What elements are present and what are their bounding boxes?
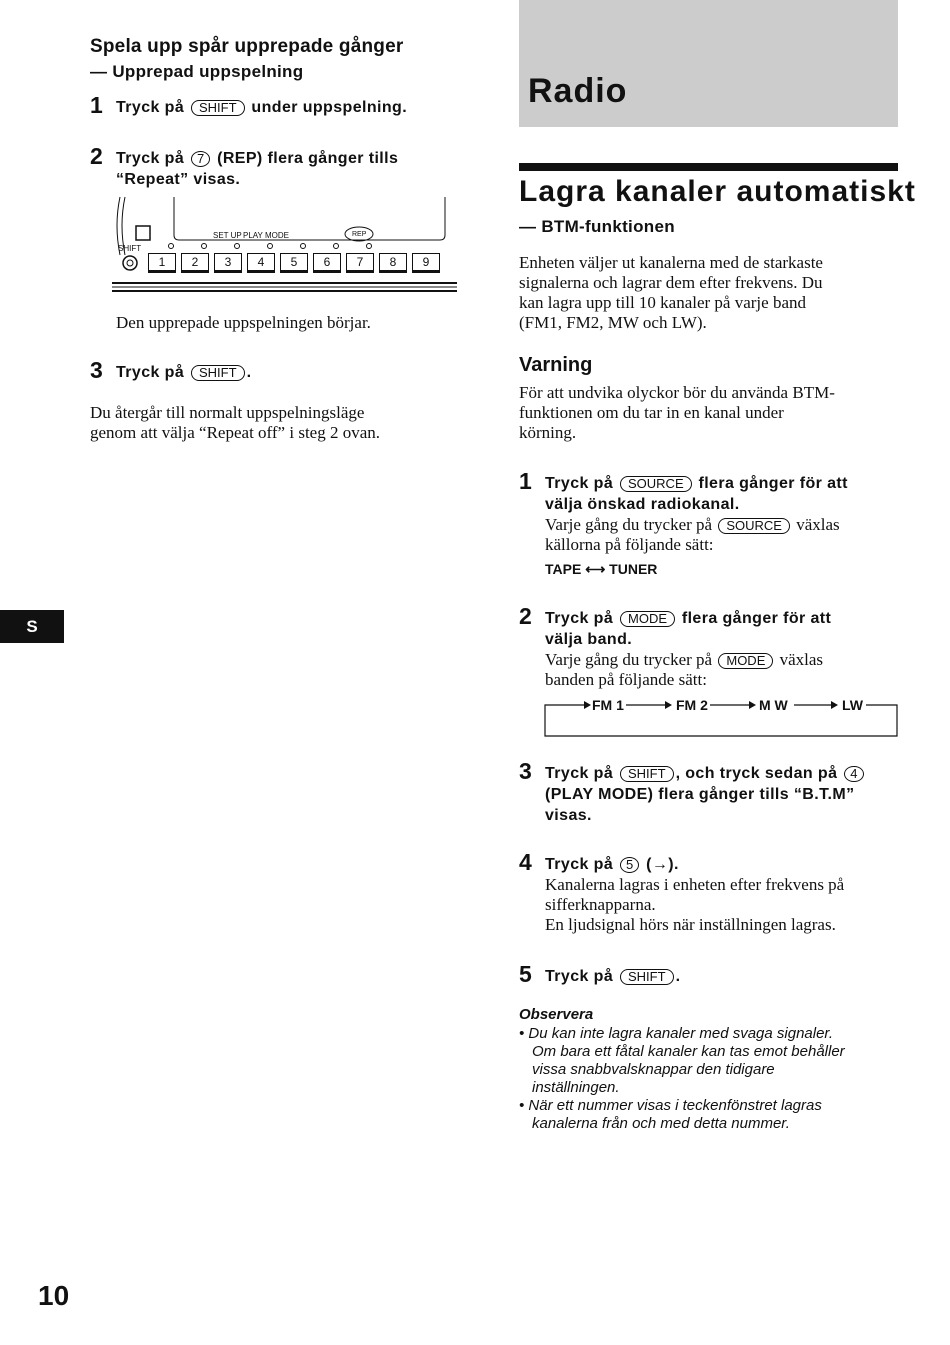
indicator-dot [168, 243, 174, 249]
step-number: 5 [519, 961, 532, 987]
step-desc: växlas [779, 650, 824, 669]
indicator-dot [234, 243, 240, 249]
main-title: Lagra kanaler automatiskt [519, 175, 916, 208]
step-number: 2 [90, 143, 103, 169]
key-4: 4 [844, 766, 863, 782]
step-desc: Kanalerna lagras i enheten efter frekvens på [545, 875, 845, 894]
shift-key: SHIFT [620, 766, 674, 782]
intro-line: kan lagra upp till 10 kanaler på varje band [519, 293, 806, 312]
return-text [90, 403, 380, 443]
step-text: under uppspelning. [251, 99, 408, 116]
section-banner [519, 0, 898, 127]
number-key-6: 6 [313, 253, 341, 273]
step-number: 3 [519, 758, 532, 784]
step-2-text [116, 148, 398, 190]
number-key-1: 1 [148, 253, 176, 273]
step-number: 1 [90, 92, 103, 118]
warning-line: funktionen om du tar in en kanal under [519, 403, 784, 422]
step-text: Tryck på [116, 364, 185, 381]
step-text: (PLAY MODE) flera gånger tills “B.T.M” [545, 786, 855, 803]
main-subtitle: — BTM-funktionen [519, 217, 675, 236]
step-text: flera gånger för att [681, 610, 832, 627]
step-text: flera gånger för att [698, 475, 848, 492]
indicator-dot [267, 243, 273, 249]
return-text-line: genom att välja “Repeat off” i steg 2 ovan. [90, 423, 381, 442]
number-key-8: 8 [379, 253, 407, 273]
note-line: inställningen. [532, 1079, 620, 1096]
step-desc: sifferknapparna. [545, 895, 656, 914]
device-illustration [112, 195, 457, 295]
band-fm1: FM 1 [592, 697, 624, 713]
step-3-text [116, 362, 251, 383]
step-number: 3 [90, 357, 103, 383]
intro-line: Enheten väljer ut kanalerna med de starkaste [519, 253, 823, 272]
result-text: Den upprepade uppspelningen börjar. [116, 313, 371, 332]
setup-label: SET UP [213, 231, 242, 240]
step-text: (→). [646, 856, 679, 873]
step-desc: En ljudsignal hörs när inställningen lagras. [545, 915, 836, 934]
sequence-item: TUNER [609, 561, 658, 577]
warning-line: körning. [519, 423, 577, 442]
intro-line: (FM1, FM2, MW och LW). [519, 313, 707, 332]
btm-step-5 [545, 966, 680, 987]
btm-step-2 [545, 608, 898, 690]
step-text: Tryck på [545, 610, 614, 627]
step-text: (REP) flera gånger tills [217, 150, 399, 167]
mode-key: MODE [620, 611, 675, 627]
sequence-item: TAPE [545, 561, 582, 577]
step-text: visas. [545, 807, 592, 824]
step-1-text [116, 97, 407, 118]
step-number: 4 [519, 849, 532, 875]
step-text: “Repeat” visas. [116, 171, 241, 188]
step-desc: Varje gång du trycker på [545, 650, 713, 669]
page-number: 10 [38, 1280, 70, 1311]
indicator-dot [201, 243, 207, 249]
section-title: Spela upp spår upprepade gånger [90, 36, 404, 57]
step-text: Tryck på [545, 475, 614, 492]
warning-title: Varning [519, 354, 593, 376]
band-lw: LW [842, 697, 863, 713]
number-key-2: 2 [181, 253, 209, 273]
key-5: 5 [620, 857, 639, 873]
step-desc: banden på följande sätt: [545, 670, 707, 689]
btm-step-4 [545, 854, 898, 935]
indicator-dot [333, 243, 339, 249]
step-text: . [675, 968, 681, 985]
band-fm2: FM 2 [676, 697, 708, 713]
step-text: . [246, 364, 252, 381]
step-number: 1 [519, 468, 532, 494]
note-line: • Du kan inte lagra kanaler med svaga signaler. [519, 1025, 834, 1042]
playmode-label: PLAY MODE [243, 231, 289, 240]
number-key-5: 5 [280, 253, 308, 273]
step-text: Tryck på [545, 765, 614, 782]
intro-line: signalerna och lagrar dem efter frekvens. Du [519, 273, 823, 292]
step-text: välja önskad radiokanal. [545, 496, 740, 513]
step-text: Tryck på [545, 856, 614, 873]
step-text: välja band. [545, 631, 633, 648]
band-cycle-diagram [544, 697, 898, 737]
mode-key: MODE [718, 653, 773, 669]
step-desc: Varje gång du trycker på [545, 515, 713, 534]
number-key-9: 9 [412, 253, 440, 273]
rep-label: REP [352, 231, 367, 238]
warning-text [519, 383, 835, 443]
step-text: Tryck på [116, 99, 185, 116]
indicator-dot [366, 243, 372, 249]
shift-key: SHIFT [620, 969, 674, 985]
step-text: Tryck på [545, 968, 614, 985]
note-line: kanalerna från och med detta nummer. [532, 1115, 790, 1132]
shift-label: SHIFT [118, 244, 142, 253]
step-number: 2 [519, 603, 532, 629]
step-desc: källorna på följande sätt: [545, 535, 714, 554]
section-subtitle: — Upprepad uppspelning [90, 62, 304, 81]
note-list [519, 1025, 898, 1133]
source-key: SOURCE [718, 518, 790, 534]
title-rule [519, 163, 898, 171]
device-panel-drawing [112, 195, 457, 295]
banner-title: Radio [528, 72, 628, 110]
source-sequence [545, 561, 898, 578]
key-7: 7 [191, 151, 210, 167]
note-title: Observera [519, 1006, 594, 1023]
indicator-dot [300, 243, 306, 249]
double-arrow-icon: ⟷ [585, 561, 606, 577]
note-line: vissa snabbvalsknappar den tidigare [532, 1061, 775, 1078]
warning-line: För att undvika olyckor bör du använda BTM- [519, 383, 835, 402]
shift-key: SHIFT [191, 100, 245, 116]
step-desc: växlas [796, 515, 840, 534]
band-mw: M W [759, 697, 788, 713]
step-text: , och tryck sedan på [675, 765, 838, 782]
note-line: • När ett nummer visas i teckenfönstret lagras [519, 1097, 822, 1114]
number-key-4: 4 [247, 253, 275, 273]
btm-step-3 [545, 763, 898, 826]
number-key-7: 7 [346, 253, 374, 273]
note-line: Om bara ett fåtal kanaler kan tas emot behåller [532, 1043, 845, 1060]
intro-text [519, 253, 823, 333]
step-text: Tryck på [116, 150, 185, 167]
number-key-3: 3 [214, 253, 242, 273]
btm-step-1 [545, 473, 898, 578]
language-tab [0, 610, 64, 643]
shift-key: SHIFT [191, 365, 245, 381]
return-text-line: Du återgår till normalt uppspelningsläge [90, 403, 365, 422]
source-key: SOURCE [620, 476, 692, 492]
language-tab-label: S [26, 617, 38, 636]
